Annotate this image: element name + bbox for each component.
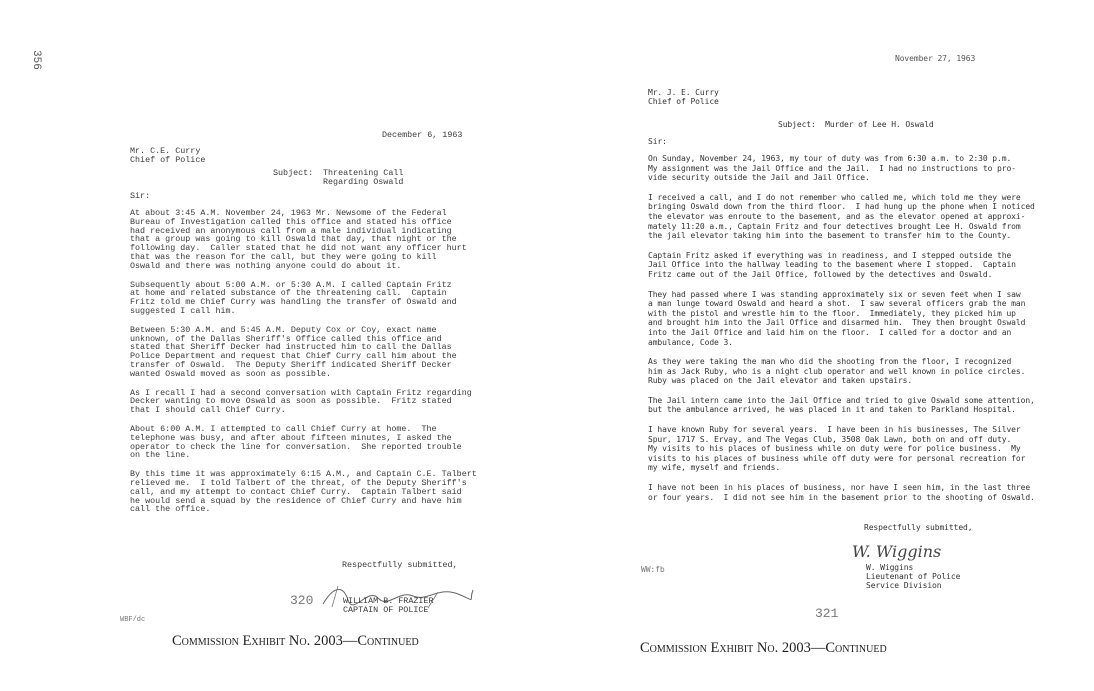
addressee-name: Mr. J. E. Curry [648,88,719,97]
text-line: I received a call, and I do not remember who called me, which told me they were [648,192,1021,202]
paragraph [130,326,477,379]
paragraph [648,154,1035,183]
paragraph [130,209,477,271]
text-line: My assignment was the Jail Office and the Jail. I had no instructions to pro- [648,163,1016,173]
subject-line-2: Regarding Oswald [323,177,404,187]
signer-name: WILLIAM B. FRAZIER [343,596,434,606]
page-number: 320 [290,593,314,608]
letter-date: November 27, 1963 [895,54,976,63]
paragraph [648,357,1035,386]
paragraph [648,483,1035,502]
signer-division: Service Division [866,581,942,590]
text-line: he would send a squad by the residence of Chief Curry and have him [130,495,462,506]
paragraph [130,425,477,460]
signer-name: W. Wiggins [866,563,914,572]
text-line: call the office. [130,504,211,515]
text-line: vide security outside the Jail and Jail Office. [648,173,870,183]
subject-label: Subject: [273,168,314,178]
text-line: mately 11:20 a.m., Captain Fritz and four detectives brought Lee H. Oswald from [648,221,1021,231]
text-line: As they were taking the man who did the shooting from the floor, I recognized [648,357,1012,367]
text-line: On Sunday, November 24, 1963, my tour of duty was from 6:30 a.m. to 2:30 p.m. [648,154,1012,163]
text-line: As I recall I had a second conversation with Captain Fritz regarding [130,387,472,398]
text-line: About 6:00 A.M. I attempted to call Chief Curry at home. The [130,423,437,434]
signature-wiggins: W. Wiggins [852,542,942,561]
text-line: at home and related substance of the threatening call. Captain [130,288,447,299]
text-line: Spur, 1717 S. Ervay, and The Vegas Club, 3508 Oak Lawn, both on and off duty. [648,434,1012,444]
text-line: relieved me. I told Talbert of the threat, of the Deputy Sheriff's [130,477,467,488]
text-line: Bureau of Investigation called this office and stated his office [130,216,452,227]
text-line: They had passed where I was standing approximately six or seven feet when I saw [648,289,1021,299]
text-line: Subsequently about 5:00 A.M. or 5:30 A.M. I called Captain Fritz [130,279,452,290]
text-line: visits to his places of business while off duty were for personal recreation for [648,453,1026,463]
text-line: that was the reason for the call, but they were going to kill [130,251,437,262]
signer-title: CAPTAIN OF POLICE [343,605,429,615]
text-line: Captain Fritz asked if everything was in readiness, and I stepped outside the [648,250,1012,260]
side-page-number: 356 [30,50,42,70]
text-line: but the ambulance arrived, he was placed in it and taken to Parkland Hospital. [648,405,1016,415]
letter-body [648,154,1035,512]
text-line: transfer of Oswald. The Deputy Sheriff indicated Sheriff Decker [130,359,452,370]
paragraph [648,425,1035,473]
addressee-name: Mr. C.E. Curry [130,146,201,156]
text-line: Oswald and there was nothing anyone could do about it. [130,260,402,271]
text-line: wanted Oswald moved as soon as possible. [130,368,332,379]
text-line: At about 3:45 A.M. November 24, 1963 Mr. Newsome of the Federal [130,208,447,218]
signer-title: Lieutenant of Police [866,572,961,581]
text-line: telephone was busy, and after about fifteen minutes, I asked the [130,432,452,443]
text-line: call, and my attempt to contact Chief Curry. Captain Talbert said [130,486,462,497]
page-number: 321 [815,606,839,621]
text-line: operator to check the line for conversation. She reported trouble [130,441,462,452]
text-line: my wife, myself and friends. [648,463,781,473]
subject-line: Subject: Murder of Lee H. Oswald [778,120,934,129]
text-line: Fritz came out of the Jail Office, followed by the detectives and Oswald. [648,269,993,279]
text-line: following day. Caller stated that he did not want any officer hurt [130,243,467,254]
text-line: I have not been in his places of business, nor have I seen him, in the last three [648,483,1031,493]
text-line: that a group was going to kill Oswald that day, that night or the [130,234,457,245]
text-line: with the pistol and wrestle him to the floor. Immediately, they picked him up [648,308,1016,318]
letter-date: December 6, 1963 [382,130,463,140]
text-line: stated that Sheriff Decker had instructed him to call the Dallas [130,342,452,353]
paragraph [130,389,477,415]
text-line: a man lunge toward Oswald and heard a shot. I saw several officers grab the man [648,299,1026,309]
text-line: The Jail intern came into the Jail Office and tried to give Oswald some attention, [648,395,1035,405]
text-line: the jail elevator taking him into the basement to transfer him to the County. [648,231,1012,241]
text-line: Jail Office into the hallway leading to the basement where I stopped. Captain [648,260,1016,270]
text-line: Between 5:30 A.M. and 5:45 A.M. Deputy Cox or Coy, exact name [130,324,437,335]
text-line: or four years. I did not see him in the basement prior to the shooting of Oswald. [648,492,1035,502]
text-line: My visits to his places of business while on duty were for police business. My [648,444,1021,454]
typist-initials: WBF/dc [120,616,146,624]
text-line: ambulance, Code 3. [648,337,733,347]
letter-body [130,209,477,524]
text-line: on the line. [130,450,191,461]
addressee-title: Chief of Police [130,155,206,165]
subject-line-1: Threatening Call [323,168,404,178]
text-line: the elevator was enroute to the basement, and as the elevator opened at approxi- [648,211,1026,221]
text-line: unknown, of the Dallas Sheriff's Office called this office and [130,333,442,344]
closing: Respectfully submitted, [864,523,973,532]
salutation: Sir: [130,191,151,201]
paragraph [130,281,477,316]
text-line: him as Jack Ruby, who is a night club operator and well known in police circles. [648,366,1026,376]
text-line: into the Jail Office and laid him on the floor. I called for a doctor and an [648,327,1012,337]
text-line: By this time it was approximately 6:15 A.M., and Captain C.E. Talbert [130,469,477,480]
text-line: bringing Oswald down from the third floor. I had hung up the phone when I noticed [648,202,1035,212]
text-line: Fritz told me Chief Curry was handling the transfer of Oswald and [130,297,457,308]
paragraph [648,251,1035,280]
text-line: I have known Ruby for several years. I have been in his businesses, The Silver [648,425,1021,435]
addressee-title: Chief of Police [648,97,719,106]
paragraph [648,193,1035,241]
closing: Respectfully submitted, [342,560,458,570]
text-line: and brought him into the Jail Office and disarmed him. They then brought Oswald [648,318,1026,328]
text-line: Police Department and request that Chief Curry call him about the [130,351,457,362]
text-line: had received an anonymous call from a male individual indicating [130,225,452,236]
text-line: Decker wanting to move Oswald as soon as possible. Fritz stated [130,396,452,407]
text-line: suggested I call him. [130,305,236,316]
paragraph [648,290,1035,348]
text-line: Ruby was placed on the Jail elevator and taken upstairs. [648,376,913,386]
paragraph [130,470,477,514]
text-line: that I should call Chief Curry. [130,405,286,416]
exhibit-caption: Commission Exhibit No. 2003—Continued [172,633,419,649]
typist-initials: WW:fb [641,565,665,574]
paragraph [648,396,1035,415]
exhibit-caption: Commission Exhibit No. 2003—Continued [640,640,887,656]
salutation: Sir: [648,137,667,146]
